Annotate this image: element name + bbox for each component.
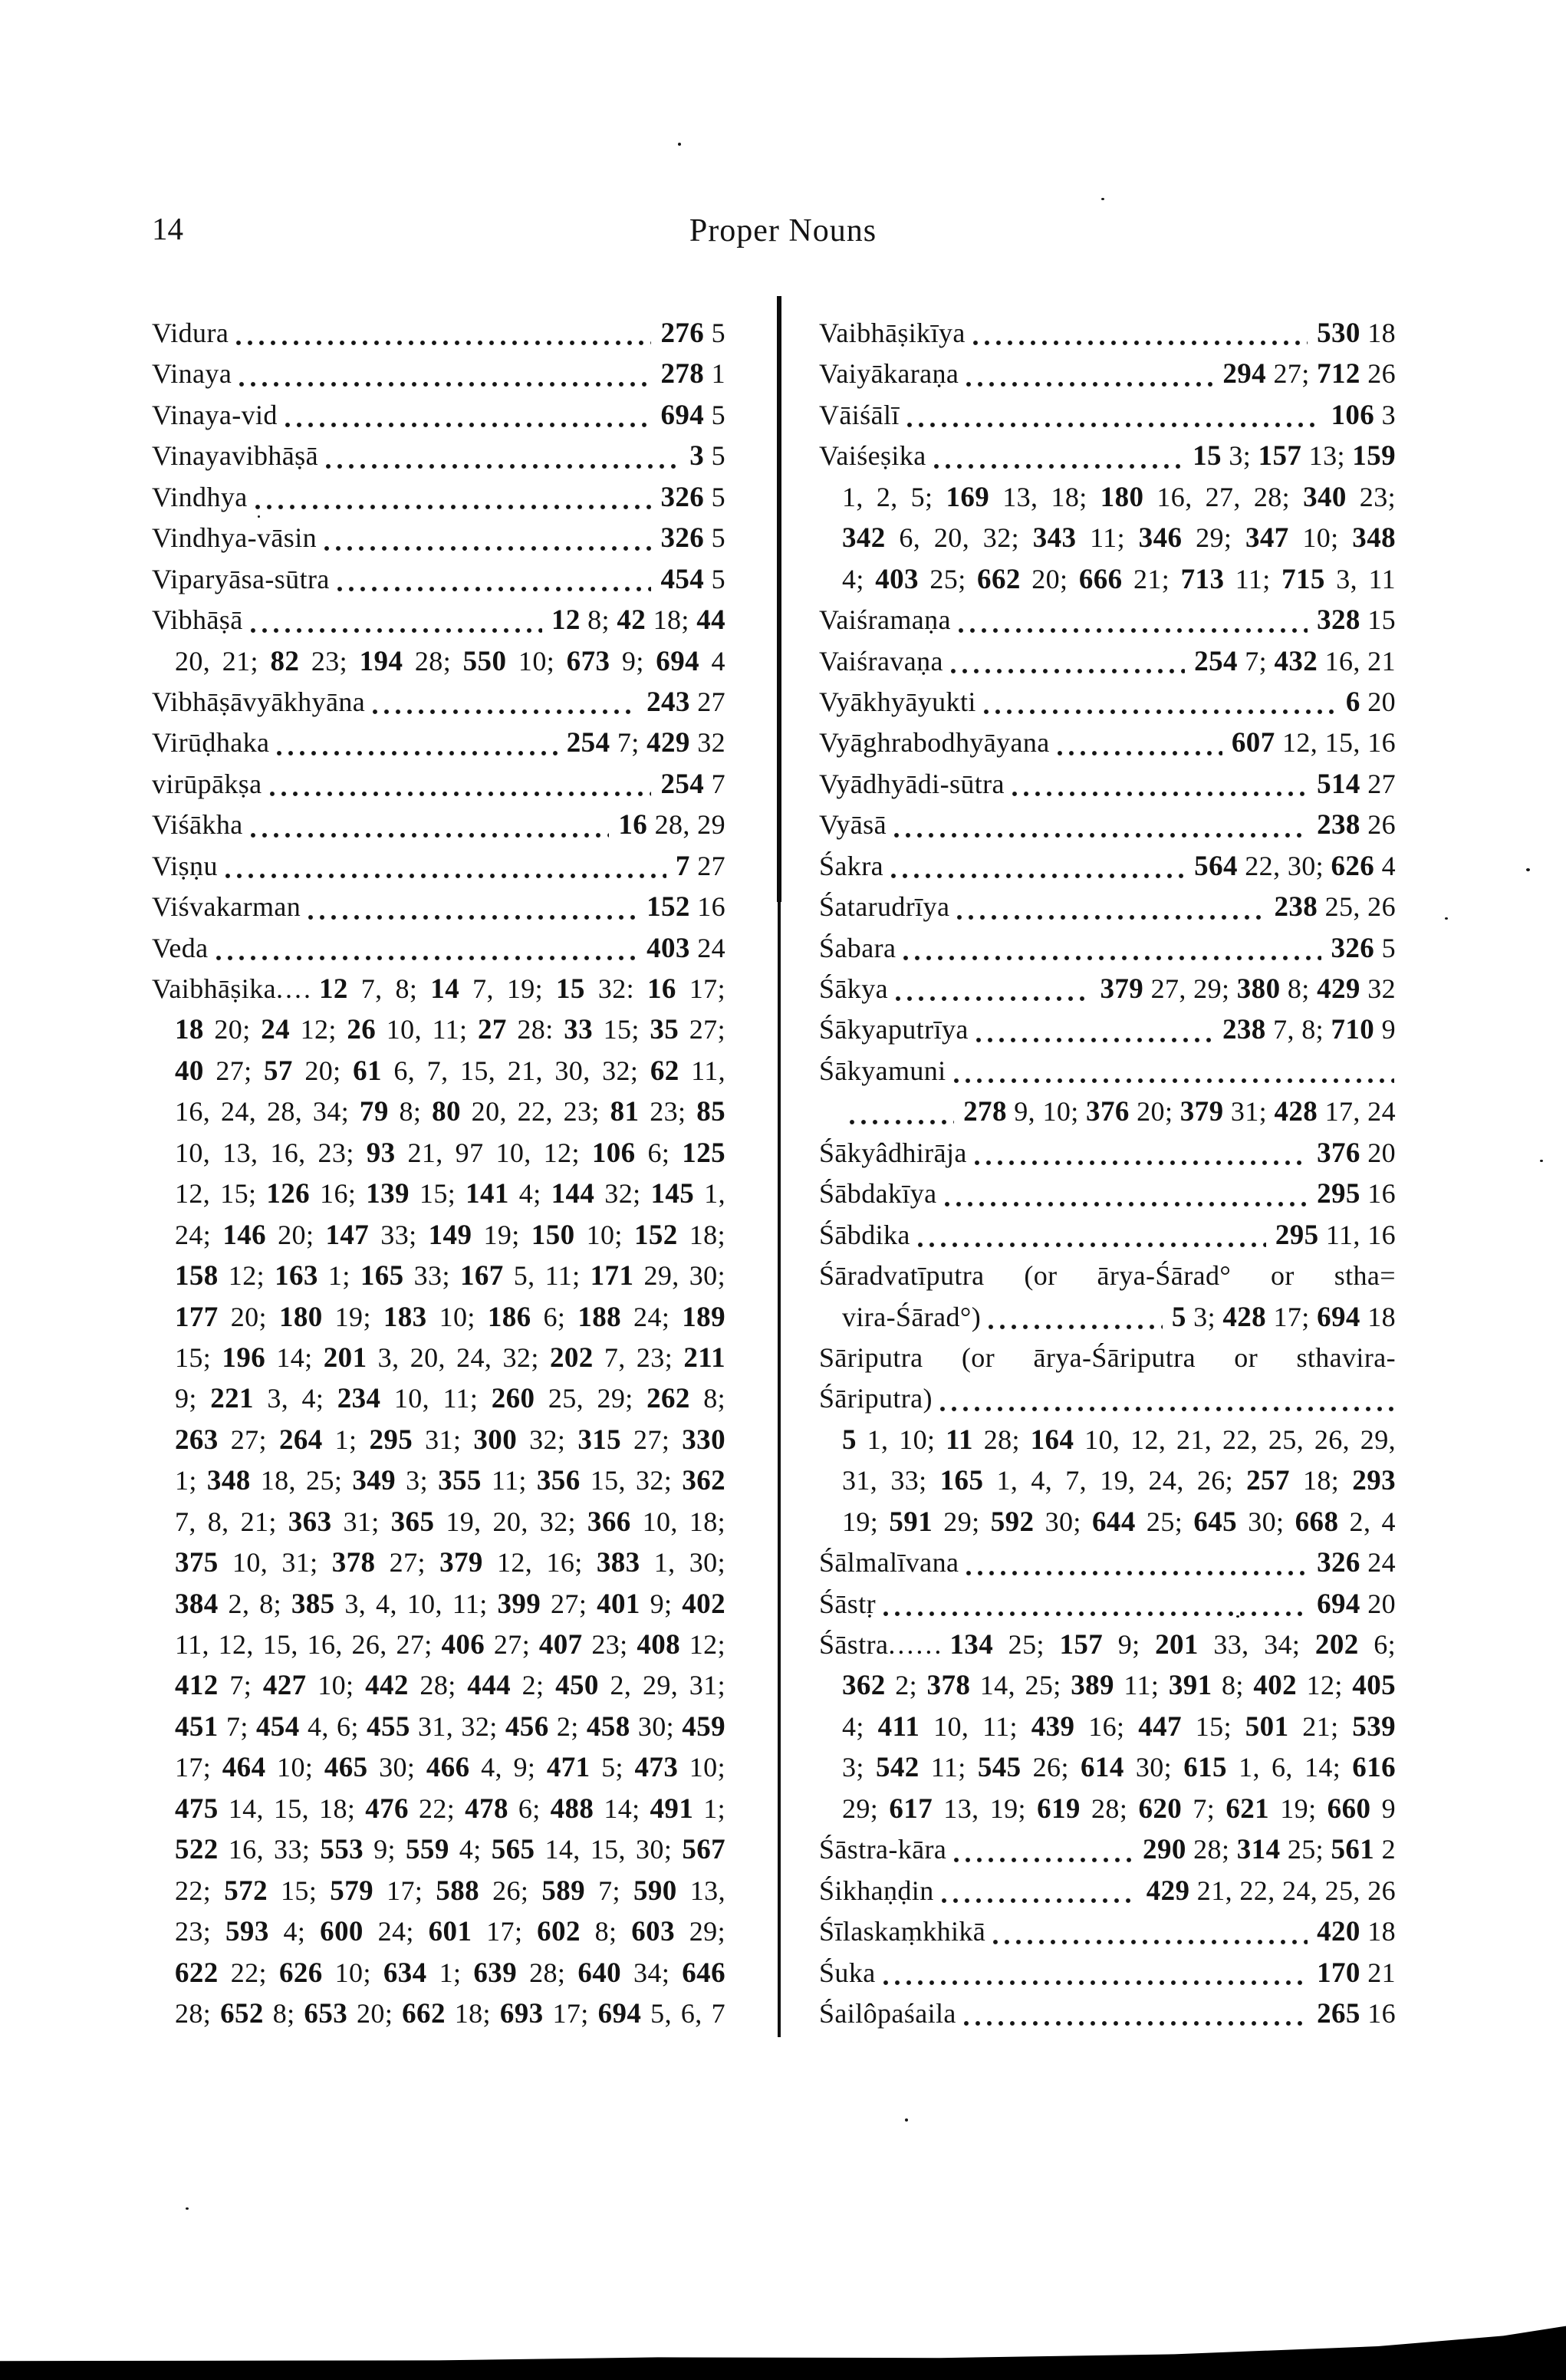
column-divider-lower [778, 902, 781, 2037]
entry-name: vira-Śārad°) [842, 1301, 982, 1332]
index-entry [819, 682, 1396, 723]
entry-refs: 106 3 [1331, 399, 1396, 431]
entry-refs: 514 27 [1317, 768, 1396, 800]
entry-refs: 403 24 [646, 932, 725, 964]
entry-refs: 694 20 [1317, 1588, 1396, 1620]
dot-leader [276, 750, 557, 756]
index-entry-continuation: 451 7; 454 4, 6; 455 31, 32; 456 2; 458 30; 459 [175, 1710, 725, 1743]
dot-leader [890, 873, 1185, 879]
scan-speck [1445, 917, 1448, 920]
dot-leader [975, 1037, 1213, 1043]
entry-refs: 5 3; 428 17; 694 18 [1171, 1301, 1396, 1333]
entry-name: virūpākṣa [152, 768, 262, 799]
entry-refs: 12 7, 8; 14 7, 19; 15 32: 16 17; [318, 973, 725, 1005]
index-entry [152, 518, 725, 558]
index-entry [819, 436, 1396, 476]
index-entry [152, 764, 725, 805]
entry-name: Śakra [819, 850, 883, 881]
entry-refs: 694 5 [660, 399, 725, 431]
entry-name: Śākyâdhirāja [819, 1137, 967, 1168]
index-entry-continuation: 4; 403 25; 662 20; 666 21; 713 11; 715 3, 11 [842, 563, 1396, 595]
scan-speck [1101, 198, 1104, 200]
dot-leader [308, 914, 637, 920]
running-title: Proper Nouns [689, 213, 877, 249]
index-entry-continuation: 15; 196 14; 201 3, 20, 24, 32; 202 7, 23; 211 [175, 1341, 725, 1374]
entry-refs: 243 27 [646, 686, 725, 718]
dot-leader [1057, 750, 1222, 756]
entry-refs: 254 7; 432 16, 21 [1194, 645, 1396, 677]
index-entry-continuation: 158 12; 163 1; 165 33; 167 5, 11; 171 29, 30; [175, 1260, 725, 1292]
index-entry [152, 682, 725, 723]
index-entry-continuation: 11, 12, 15, 16, 26, 27; 406 27; 407 23; 408 12; [175, 1629, 725, 1661]
dot-leader [939, 1406, 1394, 1412]
entry-refs: 278 9, 10; 376 20; 379 31; 428 17, 24 [963, 1096, 1396, 1128]
entry-refs: 376 20 [1317, 1137, 1396, 1169]
entry-refs: 326 24 [1317, 1547, 1396, 1579]
index-entry [819, 723, 1396, 763]
entry-name: Vaibhāṣikīya [819, 318, 966, 348]
entry-name: Vyākhyāyukti [819, 686, 976, 717]
entry-refs: 15 3; 157 13; 159 [1193, 440, 1396, 472]
index-entry-continuation: 622 22; 626 10; 634 1; 639 28; 640 34; 646 [175, 1957, 725, 1989]
index-entry [819, 1993, 1396, 2034]
entry-refs: 290 28; 314 25; 561 2 [1143, 1834, 1396, 1866]
entry-name: Vaiśramaṇa [819, 604, 951, 636]
index-entry-continuation: 23; 593 4; 600 24; 601 17; 602 8; 603 29; [175, 1916, 725, 1948]
entry-name: Veda [152, 932, 209, 963]
index-entry [152, 928, 725, 969]
dot-leader [250, 627, 542, 634]
dot-leader [215, 955, 638, 961]
index-entry-continuation: 1, 2, 5; 169 13, 18; 180 16, 27, 28; 340 23; [842, 481, 1397, 513]
entry-name: Vaiyākaraṇa [819, 358, 959, 390]
index-entry-text: Sāriputra (or ārya-Śāriputra or sthavira- [819, 1341, 1396, 1373]
dot-leader [235, 340, 651, 346]
entry-name: Vindhya [152, 481, 248, 512]
entry-refs: 254 7 [660, 768, 725, 800]
index-entry-continuation: 12, 15; 126 16; 139 15; 141 4; 144 32; 145 1, [175, 1178, 725, 1210]
index-entry [819, 641, 1396, 682]
entry-refs: 295 11, 16 [1275, 1219, 1396, 1251]
index-entry-continuation: 18 20; 24 12; 26 10, 11; 27 28: 33 15; 35 27; [175, 1014, 725, 1046]
dot-leader [337, 586, 652, 592]
entry-name: Vyādhyādi-sūtra [819, 768, 1005, 799]
scan-speck [1236, 1615, 1239, 1618]
entry-name: Vibhāṣā [152, 604, 243, 636]
index-entry [152, 805, 725, 845]
entry-refs: 278 1 [660, 358, 725, 390]
entry-name: Viparyāsa-sūtra [152, 563, 330, 594]
index-entry [819, 1871, 1396, 1911]
index-entry-continuation: 29; 617 13, 19; 619 28; 620 7; 621 19; 660 9 [842, 1792, 1396, 1825]
scan-speck [1540, 1160, 1543, 1162]
dot-leader [849, 1119, 954, 1125]
dot-leader [941, 1898, 1137, 1904]
entry-refs: 170 21 [1317, 1957, 1396, 1989]
index-entry-continuation: 22; 572 15; 579 17; 588 26; 589 7; 590 13, [175, 1875, 725, 1907]
index-entry-continuation: 24; 146 20; 147 33; 149 19; 150 10; 152 18; [175, 1219, 725, 1251]
dot-leader [972, 340, 1308, 346]
index-entry [819, 1953, 1396, 1993]
dot-leader [895, 996, 1091, 1002]
entry-name: Vibhāṣāvyākhyāna [152, 686, 366, 717]
entry-refs: 530 18 [1317, 318, 1396, 349]
index-entry-continuation: 342 6, 20, 32; 343 11; 346 29; 347 10; 348 [842, 522, 1396, 555]
index-entry [819, 887, 1396, 927]
dot-leader [966, 1570, 1308, 1576]
dot-leader [1012, 791, 1308, 797]
entry-name: Vaiśeṣika [819, 440, 926, 472]
index-entry-continuation: 362 2; 378 14, 25; 389 11; 391 8; 402 12; 405 [842, 1670, 1396, 1702]
entry-name: Vinaya [152, 358, 232, 390]
dot-leader [953, 1857, 1133, 1863]
entry-name: Śuka [819, 1957, 876, 1988]
entry-name: Śāstṛ [819, 1588, 876, 1619]
dot-leader [906, 422, 1322, 428]
entry-refs: 238 7, 8; 710 9 [1222, 1014, 1396, 1046]
index-entry [819, 969, 1396, 1009]
index-entry-continuation: 4; 411 10, 11; 439 16; 447 15; 501 21; 539 [842, 1710, 1396, 1743]
left-column [152, 313, 725, 2034]
index-entry [819, 846, 1396, 887]
dot-leader [963, 2020, 1308, 2026]
entry-name: Vinayavibhāṣā [152, 440, 318, 472]
entry-refs: 265 16 [1317, 1997, 1396, 2029]
entry-refs: 16 28, 29 [618, 809, 725, 841]
dot-leader [903, 955, 1321, 961]
index-entry-continuation: 375 10, 31; 378 27; 379 12, 16; 383 1, 30; [175, 1547, 725, 1579]
dot-leader [992, 1939, 1308, 1945]
entry-refs: 254 7; 429 32 [566, 727, 725, 759]
dot-leader: .... [275, 973, 313, 1004]
index-entry-continuation: 19; 591 29; 592 30; 644 25; 645 30; 668 2, 4 [842, 1506, 1396, 1538]
index-entry [152, 600, 725, 640]
entry-name: Viśākha [152, 809, 243, 841]
index-entry-continuation: 384 2, 8; 385 3, 4, 10, 11; 399 27; 401 9; 402 [175, 1588, 725, 1620]
entry-name: Vindhya-vāsin [152, 522, 317, 554]
index-entry-continuation: 263 27; 264 1; 295 31; 300 32; 315 27; 330 [175, 1424, 725, 1456]
scan-speck [905, 2118, 908, 2122]
index-entry-continuation: 31, 33; 165 1, 4, 7, 19, 24, 26; 257 18; 293 [842, 1465, 1396, 1497]
entry-name: Śabara [819, 932, 897, 963]
entry-refs: 276 5 [660, 318, 725, 349]
index-entry [152, 887, 725, 927]
index-entry [152, 723, 725, 763]
index-entry [819, 1297, 1396, 1338]
index-entry [819, 764, 1396, 805]
scan-speck [258, 515, 260, 518]
index-entry-continuation: 7, 8, 21; 363 31; 365 19, 20, 32; 366 10, 18; [175, 1506, 726, 1538]
index-entry-continuation: 40 27; 57 20; 61 6, 7, 15, 21, 30, 32; 62 11, [175, 1055, 725, 1087]
index-entry [152, 313, 725, 354]
dot-leader [974, 1160, 1308, 1166]
dot-leader [285, 422, 652, 428]
entry-refs: 134 25; 157 9; 201 33, 34; 202 6; [949, 1629, 1396, 1661]
entry-name: Vaiśravaṇa [819, 645, 943, 676]
entry-name: Vyāghrabodhyāyana [819, 727, 1050, 759]
index-entry-continuation: 28; 652 8; 653 20; 662 18; 693 17; 694 5, 6, 7 [175, 1997, 725, 2029]
index-entry [819, 1829, 1396, 1870]
dot-leader [966, 381, 1213, 387]
entry-refs: 294 27; 712 26 [1222, 358, 1396, 390]
entry-name: Śākya [819, 973, 888, 1004]
index-entry [152, 395, 725, 436]
index-entry [152, 846, 725, 887]
index-entry-continuation: 1; 348 18, 25; 349 3; 355 11; 356 15, 32; 362 [175, 1465, 726, 1497]
entry-name: Śābdika [819, 1219, 910, 1250]
index-entry [152, 477, 725, 518]
index-entry [819, 313, 1396, 354]
index-entry [152, 354, 725, 394]
dot-leader [944, 1201, 1308, 1207]
entry-name: Śākyamuni [819, 1055, 946, 1086]
entry-name: Śālmalīvana [819, 1547, 959, 1578]
index-entry-continuation: 475 14, 15, 18; 476 22; 478 6; 488 14; 491 1; [175, 1792, 726, 1825]
index-entry [819, 354, 1396, 394]
dot-leader [988, 1324, 1163, 1330]
index-entry [819, 1911, 1396, 1952]
scan-speck [678, 143, 681, 146]
index-entry [819, 1091, 1396, 1132]
index-entry-text: Śāradvatīputra (or ārya-Śārad° or stha= [819, 1260, 1396, 1292]
scan-speck [186, 2207, 189, 2210]
entry-refs: 328 15 [1317, 604, 1396, 637]
dot-leader [983, 709, 1337, 715]
dot-leader [883, 1611, 1308, 1617]
entry-refs: 238 25, 26 [1274, 891, 1396, 923]
dot-leader [933, 463, 1184, 469]
index-entry [819, 1378, 1396, 1419]
dot-leader [325, 463, 680, 469]
entry-refs: 607 12, 15, 16 [1231, 727, 1396, 759]
index-entry [152, 969, 725, 1009]
index-entry [152, 436, 725, 476]
index-entry [819, 805, 1396, 845]
index-entry [152, 559, 725, 600]
dot-leader [324, 545, 651, 551]
entry-name: Śailôpaśaila [819, 1997, 956, 2029]
entry-refs: 564 22, 30; 626 4 [1194, 850, 1396, 882]
index-entry [819, 1625, 1396, 1665]
entry-refs: 326 5 [660, 481, 725, 513]
entry-refs: 429 21, 22, 24, 25, 26 [1146, 1875, 1396, 1907]
entry-name: Śīlaskaṃkhikā [819, 1916, 986, 1947]
dot-leader [917, 1242, 1266, 1248]
index-entry-continuation: 412 7; 427 10; 442 28; 444 2; 450 2, 29, 31; [175, 1670, 726, 1702]
index-entry-continuation: 17; 464 10; 465 30; 466 4, 9; 471 5; 473 10; [175, 1752, 725, 1784]
dot-leader [255, 504, 652, 510]
entry-name: Viṣṇu [152, 850, 218, 881]
entry-name: Śikhaṇḍin [819, 1875, 934, 1906]
dot-leader [950, 668, 1185, 674]
entry-name: Virūḍhaka [152, 727, 270, 759]
index-entry-continuation: 522 16, 33; 553 9; 559 4; 565 14, 15, 30; 567 [175, 1834, 726, 1866]
entry-refs: 326 5 [660, 522, 725, 555]
dot-leader [953, 1078, 1394, 1084]
index-entry [819, 1051, 1396, 1091]
index-entry [819, 1133, 1396, 1174]
index-entry-continuation: 10, 13, 16, 23; 93 21, 97 10, 12; 106 6; 125 [175, 1137, 725, 1169]
dot-leader [372, 709, 637, 715]
entry-refs: 420 18 [1317, 1916, 1396, 1948]
index-entry [819, 1215, 1396, 1256]
dot-leader [958, 627, 1308, 634]
entry-name: Śāstra-kāra [819, 1834, 947, 1865]
entry-refs: 6 20 [1345, 686, 1396, 718]
column-divider [777, 296, 781, 902]
index-entry-continuation: 5 1, 10; 11 28; 164 10, 12, 21, 22, 25, 26, 29, [842, 1424, 1396, 1456]
scan-speck [1526, 868, 1530, 871]
dot-leader [956, 914, 1265, 920]
index-entry [819, 1174, 1396, 1214]
entry-refs: 295 16 [1317, 1178, 1396, 1210]
entry-refs: 326 5 [1331, 932, 1396, 964]
entry-name: Śāstra [819, 1629, 889, 1660]
index-entry-continuation: 9; 221 3, 4; 234 10, 11; 260 25, 29; 262 8; [175, 1383, 725, 1415]
dot-leader [225, 873, 666, 879]
index-entry [819, 1009, 1396, 1050]
dot-leader [893, 832, 1308, 838]
entry-name: Śatarudrīya [819, 891, 950, 923]
entry-name: Vidura [152, 318, 229, 348]
entry-name: Viśvakarman [152, 891, 301, 923]
entry-name: Vāiśālī [819, 399, 900, 430]
entry-refs: 7 27 [675, 850, 725, 882]
index-entry-continuation: 3; 542 11; 545 26; 614 30; 615 1, 6, 14; 616 [842, 1752, 1396, 1784]
entry-name: Vinaya-vid [152, 399, 278, 430]
page-number: 14 [152, 211, 183, 246]
entry-name: Śābdakīya [819, 1178, 937, 1210]
dot-leader [269, 791, 652, 797]
entry-name: Śākyaputrīya [819, 1014, 969, 1045]
scan-edge-bar [0, 2319, 1566, 2380]
index-entry [819, 600, 1396, 640]
entry-refs: 152 16 [646, 891, 725, 923]
dot-leader [239, 381, 651, 387]
right-column [819, 313, 1396, 2034]
entry-refs: 238 26 [1317, 809, 1396, 841]
entry-refs: 3 5 [689, 440, 725, 472]
entry-name: Vaibhāṣika [152, 973, 276, 1004]
dot-leader: ...... [888, 1629, 944, 1660]
index-entry-continuation: 177 20; 180 19; 183 10; 186 6; 188 24; 189 [175, 1301, 725, 1333]
entry-name: Vyāsā [819, 809, 887, 841]
entry-refs: 454 5 [660, 563, 725, 595]
dot-leader [883, 1980, 1308, 1986]
entry-refs: 379 27, 29; 380 8; 429 32 [1100, 973, 1396, 1005]
entry-name: Śāriputra) [819, 1383, 933, 1414]
index-entry [819, 1584, 1396, 1625]
dot-leader [250, 832, 610, 838]
index-entry-continuation: 20, 21; 82 23; 194 28; 550 10; 673 9; 694 4 [175, 645, 725, 677]
index-entry [819, 928, 1396, 969]
index-entry [819, 1542, 1396, 1583]
index-entry-continuation: 16, 24, 28, 34; 79 8; 80 20, 22, 23; 81 23; 85 [175, 1096, 726, 1128]
entry-refs: 12 8; 42 18; 44 [551, 604, 725, 637]
index-entry [819, 395, 1396, 436]
